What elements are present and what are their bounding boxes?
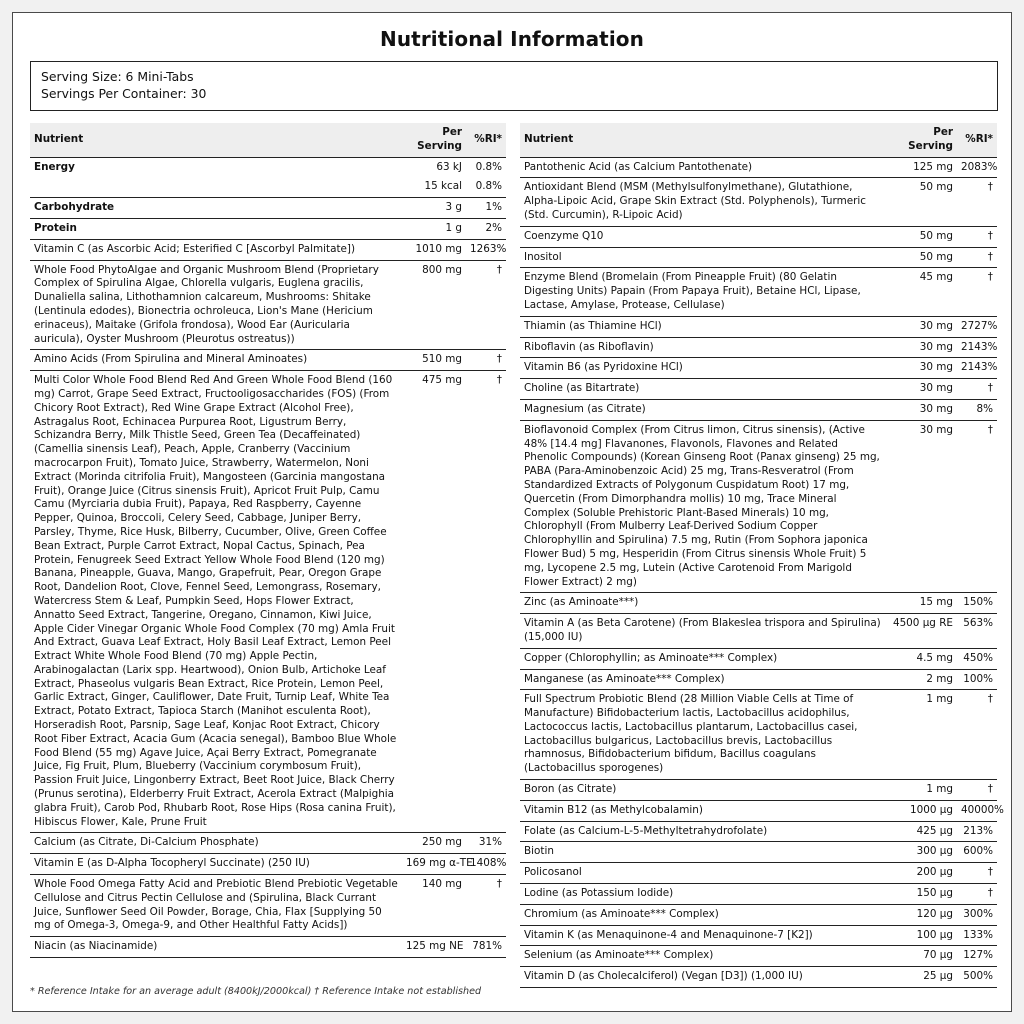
per-serving-value: 4500 µg RE bbox=[887, 614, 957, 649]
table-row bbox=[30, 218, 506, 239]
per-serving-value: 70 µg bbox=[887, 946, 957, 967]
header-nutrient: Nutrient bbox=[30, 123, 402, 157]
table-row bbox=[520, 316, 997, 337]
per-serving-value: 125 mg bbox=[887, 157, 957, 178]
table-row bbox=[30, 833, 506, 854]
per-serving-value: 1 mg bbox=[887, 690, 957, 780]
table-row bbox=[520, 420, 997, 593]
per-serving-value: 30 mg bbox=[887, 379, 957, 400]
table-row bbox=[30, 198, 506, 219]
nutrition-label bbox=[12, 12, 1012, 1012]
nutrient-name: Inositol bbox=[520, 247, 887, 268]
table-row bbox=[520, 800, 997, 821]
nutrient-name: Thiamin (as Thiamine HCl) bbox=[520, 316, 887, 337]
nutrient-table-left bbox=[30, 123, 506, 958]
ri-value: † bbox=[466, 260, 506, 350]
table-row bbox=[520, 884, 997, 905]
per-serving-value: 1 mg bbox=[887, 780, 957, 801]
per-serving-value: 3 g bbox=[402, 198, 466, 219]
nutrient-name: Bioflavonoid Complex (From Citrus limon, Citrus sinensis), (Active 48% [14.4 mg] Flavanones, Flavonols, Flavones and Related Phenolic Compounds) (Korean Ginseng Root (Panax ginseng) 25 mg, PABA (Para-Aminobenzoic Acid) 25 mg, Trans-Resveratrol (From Standardized Extracts of Polygonum Cuspidatum Root) 17 mg, Quercetin (From Dimorphandra mollis) 10 mg, Trace Mineral Complex (Soluble Prehistoric Plant-Based Minerals) 10 mg, Chlorophyll (From Mulberry Leaf-Derived Sodium Copper Chlorophyllin and Spirulina) 7.5 mg, Rutin (From Sophora japonica Flower Bud) 5 mg, Hesperidin (From Citrus sinensis Whole Fruit) 5 mg, Lycopene 2.5 mg, Lutein (Active Carotenoid From Marigold Flower Extract) 2 mg) bbox=[520, 420, 887, 593]
table-row bbox=[520, 780, 997, 801]
nutrient-name: Policosanol bbox=[520, 863, 887, 884]
table-row bbox=[520, 946, 997, 967]
table-row bbox=[30, 177, 506, 197]
nutrient-name: Niacin (as Niacinamide) bbox=[30, 937, 402, 958]
ri-value: † bbox=[466, 371, 506, 833]
page-title: Nutritional Information bbox=[380, 27, 644, 51]
ri-value: 563% bbox=[957, 614, 997, 649]
ri-value: 0.8% bbox=[475, 160, 502, 173]
table-header-row bbox=[30, 123, 506, 157]
table-row bbox=[30, 854, 506, 875]
nutrient-name: Magnesium (as Citrate) bbox=[520, 399, 887, 420]
nutrient-table-right bbox=[520, 123, 1004, 988]
table-row bbox=[30, 260, 506, 350]
nutrient-name: Vitamin A (as Beta Carotene) (From Blakeslea trispora and Spirulina) (15,000 IU) bbox=[520, 614, 887, 649]
per-serving-value: 30 mg bbox=[887, 337, 957, 358]
ri-value: 600% bbox=[957, 842, 997, 863]
table-row bbox=[520, 821, 997, 842]
header-per-serving: Per Serving bbox=[402, 123, 466, 157]
per-serving-value: 2 mg bbox=[887, 669, 957, 690]
per-serving-value: 30 mg bbox=[887, 358, 957, 379]
header-ri: %RI* bbox=[957, 123, 997, 157]
per-serving-value: 1000 µg bbox=[887, 800, 957, 821]
table-row bbox=[520, 904, 997, 925]
per-serving-value: 4.5 mg bbox=[887, 648, 957, 669]
ri-value: † bbox=[957, 268, 997, 316]
ri-value: 450% bbox=[957, 648, 997, 669]
nutrient-name: Vitamin B6 (as Pyridoxine HCl) bbox=[520, 358, 887, 379]
table-row bbox=[520, 379, 997, 400]
ri-value: † bbox=[957, 226, 997, 247]
nutrient-name: Vitamin E (as D-Alpha Tocopheryl Succinate) (250 IU) bbox=[30, 854, 402, 875]
nutrient-name: Antioxidant Blend (MSM (Methylsulfonylmethane), Glutathione, Alpha-Lipoic Acid, Grape Skin Extract (Std. Polyphenols), Turmeric (Std. Curcumin), R-Lipoic Acid) bbox=[520, 178, 887, 226]
per-serving-value: 50 mg bbox=[887, 178, 957, 226]
per-serving-value: 510 mg bbox=[402, 350, 466, 371]
table-row bbox=[520, 337, 997, 358]
nutrient-name: Boron (as Citrate) bbox=[520, 780, 887, 801]
header-per-serving: Per Serving bbox=[887, 123, 957, 157]
per-serving-value: 45 mg bbox=[887, 268, 957, 316]
nutrient-name: Whole Food PhytoAlgae and Organic Mushroom Blend (Proprietary Complex of Spirulina Algae, Chlorella vulgaris, Euglena gracilis, Dunaliella salina, Lithothamnion calcareum, Mushrooms: Shitake (Lentinula edodes), Bionectria ochroleuca, Lion's Mane (Hericium erinaceus), Maitake (Grifola frondosa), Wood Ear (Auricularia auricula), Oyster Mushroom (Pleurotus ostreatus)) bbox=[30, 260, 402, 350]
per-serving-value: 30 mg bbox=[887, 399, 957, 420]
per-serving-value: 200 µg bbox=[887, 863, 957, 884]
header-nutrient: Nutrient bbox=[520, 123, 887, 157]
per-serving-value: 1010 mg bbox=[402, 239, 466, 260]
nutrient-name: Coenzyme Q10 bbox=[520, 226, 887, 247]
per-serving-value: 100 µg bbox=[887, 925, 957, 946]
table-row bbox=[30, 157, 506, 177]
table-row bbox=[30, 239, 506, 260]
per-serving-value: 475 mg bbox=[402, 371, 466, 833]
table-row bbox=[520, 648, 997, 669]
ri-value: † bbox=[957, 780, 997, 801]
ri-value: 0.8% bbox=[466, 177, 506, 197]
table-row bbox=[520, 157, 997, 178]
table-row bbox=[30, 350, 506, 371]
per-serving-value: 30 mg bbox=[887, 316, 957, 337]
table-row bbox=[30, 937, 506, 958]
nutrient-name: Enzyme Blend (Bromelain (From Pineapple Fruit) (80 Gelatin Digesting Units) Papain (From Papaya Fruit), Betaine HCl, Lipase, Lactase, Amylase, Protease, Cellulase) bbox=[520, 268, 887, 316]
table-row bbox=[520, 178, 997, 226]
nutrient-name: Protein bbox=[30, 218, 402, 239]
ri-value: 2083% bbox=[957, 157, 997, 178]
serving-size: Serving Size: 6 Mini-Tabs bbox=[41, 69, 194, 84]
table-row bbox=[520, 863, 997, 884]
ri-value: 133% bbox=[957, 925, 997, 946]
ri-value: 2727% bbox=[957, 316, 997, 337]
ri-value: † bbox=[957, 690, 997, 780]
ri-value: 100% bbox=[957, 669, 997, 690]
ri-value: 1% bbox=[466, 198, 506, 219]
header-ri: %RI* bbox=[466, 123, 506, 157]
ri-value: 2143% bbox=[957, 337, 997, 358]
per-serving-value: 15 kcal bbox=[402, 177, 466, 197]
per-serving-value: 50 mg bbox=[887, 226, 957, 247]
nutrient-name: Full Spectrum Probiotic Blend (28 Million Viable Cells at Time of Manufacture) Bifidobacterium lactis, Lactobacillus acidophilus, Lactococcus lactis, Lactobacillus plantarum, Lactobacillus casei, Lactobacillus bulgaricus, Lactobacillus brevis, Lactobacillus rhamnosus, Bifidobacterium bifidum, Bacillus coagulans (Lactobacillus sporogenes) bbox=[520, 690, 887, 780]
table-row bbox=[520, 614, 997, 649]
per-serving-value: 425 µg bbox=[887, 821, 957, 842]
nutrient-name: Multi Color Whole Food Blend Red And Green Whole Food Blend (160 mg) Carrot, Grape Seed Extract, Fructooligosaccharides (FOS) (From Chicory Root Extract), Red Wine Grape Extract (Alcohol Free), Astragalus Root, Echinacea Purpurea Root, Ligustrum Berry, Schizandra Berry, Milk Thistle Seed, Green Tea (Decaffeinated) (Camellia sinensis Leaf), Peach, Apple, Cranberry (Vaccinium macrocarpon Fruit), Tomato Juice, Strawberry, Watermelon, Noni Extract (Morinda citrifolia Fruit), Mangosteen (Garcinia mangostana Fruit), Orange Juice (Citrus sinensis Fruit), Apricot Fruit Pulp, Camu Camu (Myrciaria dubia Fruit), Papaya, Red Raspberry, Cayenne Pepper, Quinoa, Broccoli, Celery Seed, Cabbage, Juniper Berry, Parsley, Thyme, Rice Husk, Bilberry, Cucumber, Olive, Green Coffee Bean Extract, Purple Carrot Extract, Nopal Cactus, Spinach, Pea Protein, Fenugreek Seed Extract Yellow Whole Food Blend (120 mg) Banana, Pineapple, Guava, Mango, Grapefruit, Pear, Oregon Grape Root, Dandelion Root, Clove, Fennel Seed, Lemongrass, Rosemary, Watercress Stem & Leaf, Pumpkin Seed, Hops Flower Extract, Annatto Seed Extract, Tangerine, Oregano, Cinnamon, Kiwi Juice, Apple Cider Vinegar Organic Whole Food Complex (70 mg) Amla Fruit And Extract, Guava Leaf Extract, Holy Basil Leaf Extract, Lemon Peel Extract White Whole Food Blend (70 mg) Apple Pectin, Arabinogalactan (Larix spp. Heartwood), Onion Bulb, Artichoke Leaf Extract, Phaseolus vulgaris Bean Extract, Rice Protein, Lemon Peel, Garlic Extract, Ginger, Cauliflower, Date Fruit, Turnip Leaf, White Tea Extract, Potato Extract, Tapioca Starch (Manihot esculenta Root), Horseradish Root, Parsnip, Sage Leaf, Konjac Root Extract, Chicory Root Fiber Extract, Acacia Gum (Acacia senegal), Bamboo Blue Whole Food Blend (55 mg) Agave Juice, Açai Berry Extract, Pomegranate Juice, Fig Fruit, Plum, Blueberry (Vaccinium corymbosum Fruit), Passion Fruit Juice, Lingonberry Extract, Beet Root Juice, Black Cherry (Prunus serotina), Elderberry Fruit Extract, Acerola Extract (Malpighia glabra Fruit), Carob Pod, Rhubarb Root, Rose Hips (Rosa canina Fruit), Hibiscus Flower, Kale, Prune Fruit bbox=[30, 371, 402, 833]
nutrient-name: Copper (Chlorophyllin; as Aminoate*** Complex) bbox=[520, 648, 887, 669]
ri-value: † bbox=[466, 875, 506, 937]
ri-value: 1263% bbox=[466, 239, 506, 260]
ri-value: 500% bbox=[957, 967, 997, 988]
nutrient-name: Vitamin D (as Cholecalciferol) (Vegan [D3]) (1,000 IU) bbox=[520, 967, 887, 988]
nutrient-name: Riboflavin (as Riboflavin) bbox=[520, 337, 887, 358]
ri-value: 2143% bbox=[957, 358, 997, 379]
ri-value: 150% bbox=[957, 593, 997, 614]
nutrient-name: Chromium (as Aminoate*** Complex) bbox=[520, 904, 887, 925]
table-header-row bbox=[520, 123, 997, 157]
table-row bbox=[520, 226, 997, 247]
ri-value: † bbox=[957, 379, 997, 400]
ri-value: † bbox=[957, 247, 997, 268]
nutrient-name: Zinc (as Aminoate***) bbox=[520, 593, 887, 614]
per-serving-value: 15 mg bbox=[887, 593, 957, 614]
per-serving-value: 25 µg bbox=[887, 967, 957, 988]
nutrient-name: Vitamin B12 (as Methylcobalamin) bbox=[520, 800, 887, 821]
per-serving-value: 800 mg bbox=[402, 260, 466, 350]
nutrient-name: Amino Acids (From Spirulina and Mineral Aminoates) bbox=[30, 350, 402, 371]
nutrient-name: Biotin bbox=[520, 842, 887, 863]
per-serving-value: 250 mg bbox=[402, 833, 466, 854]
table-row bbox=[520, 842, 997, 863]
ri-value: † bbox=[957, 420, 997, 593]
ri-value: 31% bbox=[466, 833, 506, 854]
ri-value: 2% bbox=[466, 218, 506, 239]
nutrient-name: Carbohydrate bbox=[30, 198, 402, 219]
table-row bbox=[520, 593, 997, 614]
footnote: * Reference Intake for an average adult (8400kJ/2000kcal) † Reference Intake not established bbox=[30, 986, 482, 997]
ri-value: 781% bbox=[466, 937, 506, 958]
table-row bbox=[30, 371, 506, 833]
nutrient-name: Selenium (as Aminoate*** Complex) bbox=[520, 946, 887, 967]
nutrient-name: Calcium (as Citrate, Di-Calcium Phosphate) bbox=[30, 833, 402, 854]
nutrient-name: Folate (as Calcium-L-5-Methyltetrahydrofolate) bbox=[520, 821, 887, 842]
nutrient-name: Vitamin C (as Ascorbic Acid; Esterified C [Ascorbyl Palmitate]) bbox=[30, 239, 402, 260]
ri-value: 213% bbox=[957, 821, 997, 842]
ri-value: † bbox=[957, 863, 997, 884]
table-row bbox=[520, 690, 997, 780]
nutrient-name: Whole Food Omega Fatty Acid and Prebiotic Blend Prebiotic Vegetable Cellulose and Citrus Pectin Cellulose and (Spirulina, Black Currant Juice, Sunflower Seed Oil Powder, Borage, Chia, Flax [Supplying 50 mg of Omega-3, Omega-9, and Other Healthful Fatty Acids]) bbox=[30, 875, 402, 937]
per-serving-value: 169 mg α-TE bbox=[402, 854, 466, 875]
ri-value: 1408% bbox=[466, 854, 506, 875]
nutrient-name: Manganese (as Aminoate*** Complex) bbox=[520, 669, 887, 690]
per-serving-value: 140 mg bbox=[402, 875, 466, 937]
nutrient-name: Lodine (as Potassium Iodide) bbox=[520, 884, 887, 905]
per-serving-value: 120 µg bbox=[887, 904, 957, 925]
serving-info-box bbox=[30, 61, 998, 111]
ri-value: † bbox=[957, 178, 997, 226]
table-row bbox=[30, 875, 506, 937]
table-row bbox=[520, 399, 997, 420]
per-serving-value: 50 mg bbox=[887, 247, 957, 268]
table-row bbox=[520, 247, 997, 268]
table-row bbox=[520, 358, 997, 379]
servings-per-container: Servings Per Container: 30 bbox=[41, 86, 207, 101]
per-serving-value: 150 µg bbox=[887, 884, 957, 905]
nutrient-name: Choline (as Bitartrate) bbox=[520, 379, 887, 400]
ri-value: † bbox=[466, 350, 506, 371]
nutrient-name: Vitamin K (as Menaquinone-4 and Menaquinone-7 [K2]) bbox=[520, 925, 887, 946]
per-serving-value: 30 mg bbox=[887, 420, 957, 593]
ri-value: 40000% bbox=[957, 800, 997, 821]
ri-value: 127% bbox=[957, 946, 997, 967]
table-row bbox=[520, 925, 997, 946]
table-row bbox=[520, 669, 997, 690]
nutrient-name bbox=[30, 177, 402, 197]
nutrient-name: Energy bbox=[34, 160, 75, 173]
ri-value: 8% bbox=[957, 399, 997, 420]
table-row bbox=[520, 967, 997, 988]
per-serving-value: 125 mg NE bbox=[402, 937, 466, 958]
table-row bbox=[520, 268, 997, 316]
per-serving-value: 1 g bbox=[402, 218, 466, 239]
per-serving-value: 300 µg bbox=[887, 842, 957, 863]
ri-value: † bbox=[957, 884, 997, 905]
nutrient-name: Pantothenic Acid (as Calcium Pantothenate) bbox=[520, 157, 887, 178]
per-serving-value: 63 kJ bbox=[436, 160, 462, 173]
ri-value: 300% bbox=[957, 904, 997, 925]
